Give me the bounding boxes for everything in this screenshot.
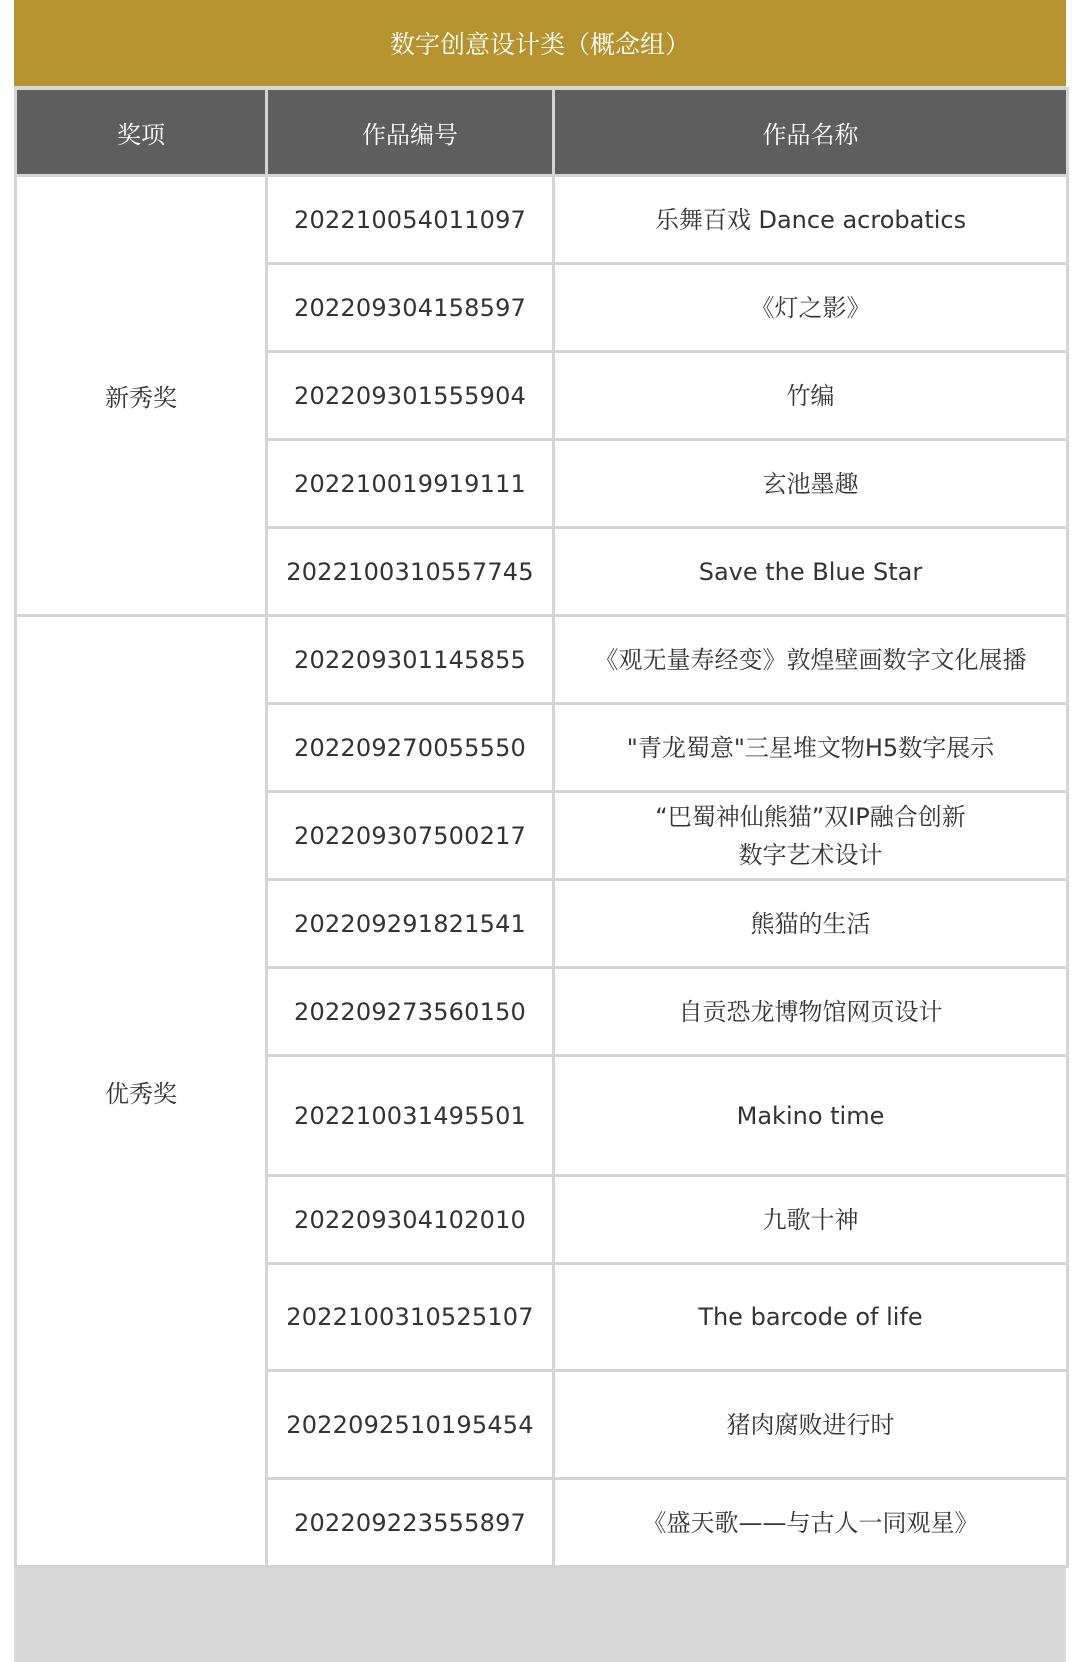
work-id-cell: 202209291821541 [267, 880, 554, 968]
work-name-cell: 《观无量寿经变》敦煌壁画数字文化展播 [554, 616, 1068, 704]
work-name-cell: 《盛天歌——与古人一同观星》 [554, 1479, 1068, 1567]
work-id-cell: 202209223555897 [267, 1479, 554, 1567]
work-name-cell: 竹编 [554, 352, 1068, 440]
work-id-cell: 2022100310525107 [267, 1264, 554, 1371]
work-name-cell: The barcode of life [554, 1264, 1068, 1371]
header-award: 奖项 [16, 89, 267, 176]
work-id-cell: 202210031495501 [267, 1056, 554, 1176]
work-id-cell: 202209304102010 [267, 1176, 554, 1264]
table-body [16, 176, 1068, 1567]
awards-table [14, 87, 1069, 1568]
work-id-cell: 202210054011097 [267, 176, 554, 264]
work-id-cell: 202209301555904 [267, 352, 554, 440]
work-name-cell: 玄池墨趣 [554, 440, 1068, 528]
work-name-cell: “巴蜀神仙熊猫”双IP融合创新 数字艺术设计 [554, 792, 1068, 880]
work-id-cell: 2022092510195454 [267, 1371, 554, 1479]
header-row [16, 89, 1068, 176]
award-cell: 新秀奖 [16, 176, 267, 616]
work-name-cell: 《灯之影》 [554, 264, 1068, 352]
work-id-cell: 202209270055550 [267, 704, 554, 792]
work-id-cell: 202209304158597 [267, 264, 554, 352]
table-row [16, 616, 1068, 704]
work-id-cell: 2022100310557745 [267, 528, 554, 616]
work-name-cell: "青龙蜀意"三星堆文物H5数字展示 [554, 704, 1068, 792]
work-name-cell: Makino time [554, 1056, 1068, 1176]
table-title: 数字创意设计类（概念组） [14, 0, 1066, 86]
work-id-cell: 202210019919111 [267, 440, 554, 528]
work-name-cell: 乐舞百戏 Dance acrobatics [554, 176, 1068, 264]
header-work-name: 作品名称 [554, 89, 1068, 176]
work-name-cell: 九歌十神 [554, 1176, 1068, 1264]
work-id-cell: 202209301145855 [267, 616, 554, 704]
award-cell: 优秀奖 [16, 616, 267, 1567]
work-name-cell: Save the Blue Star [554, 528, 1068, 616]
header-work-id: 作品编号 [267, 89, 554, 176]
work-name-cell: 自贡恐龙博物馆网页设计 [554, 968, 1068, 1056]
table-row [16, 176, 1068, 264]
work-id-cell: 202209307500217 [267, 792, 554, 880]
work-name-cell: 熊猫的生活 [554, 880, 1068, 968]
work-id-cell: 202209273560150 [267, 968, 554, 1056]
work-name-cell: 猪肉腐败进行时 [554, 1371, 1068, 1479]
